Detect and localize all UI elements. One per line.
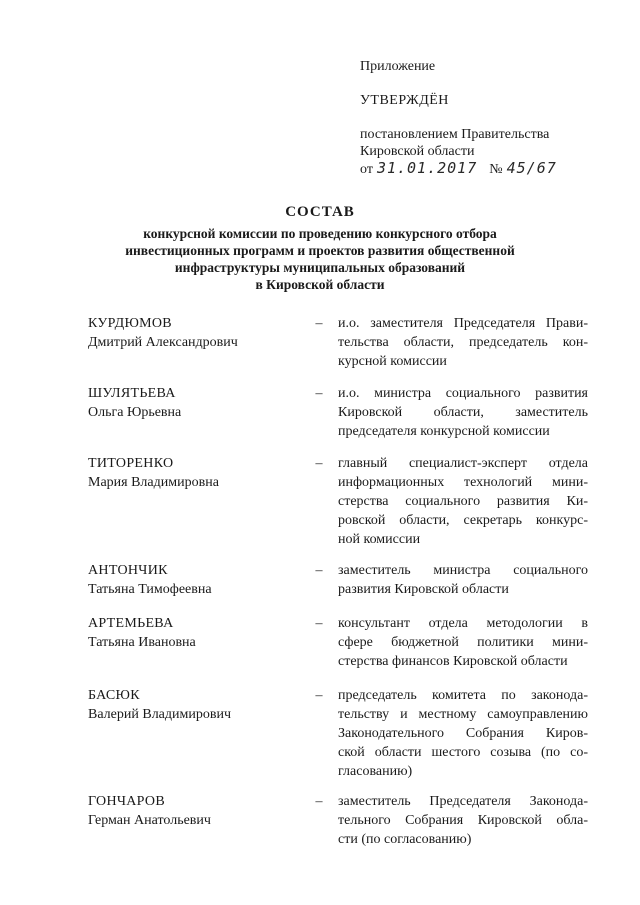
member-surname: ТИТОРЕНКО	[88, 456, 174, 471]
member-name	[88, 792, 308, 830]
handwritten-date: 31.01.2017	[376, 159, 478, 177]
role-line: и.о. заместителя Председателя Прави-	[338, 316, 588, 331]
member-name	[88, 454, 308, 492]
role-line: курсной комиссии	[338, 354, 447, 369]
member-role	[338, 614, 588, 671]
title-line: в Кировской области	[255, 277, 385, 292]
member-role	[338, 792, 588, 849]
member-surname: БАСЮК	[88, 688, 140, 703]
dash-separator: –	[315, 563, 323, 578]
title-main: СОСТАВ	[285, 204, 355, 220]
role-line: председатель комитета по законода-	[338, 688, 588, 703]
handwritten-number: 45/67	[506, 159, 557, 177]
dash-separator: –	[315, 386, 323, 401]
number-sign: №	[489, 162, 503, 177]
member-given-name: Герман Анатольевич	[88, 813, 211, 828]
member-surname: АРТЕМЬЕВА	[88, 616, 174, 631]
member-surname: КУРДЮМОВ	[88, 316, 172, 331]
role-line: ной комиссии	[338, 532, 421, 547]
title-line: инвестиционных программ и проектов развития общественной	[125, 243, 515, 258]
member-given-name: Татьяна Тимофеевна	[88, 582, 212, 597]
role-line: заместитель министра социального	[338, 563, 588, 578]
role-line: развития Кировской области	[338, 582, 509, 597]
member-surname: ГОНЧАРОВ	[88, 794, 165, 809]
date-number-line	[360, 160, 600, 178]
dash-separator: –	[315, 794, 323, 809]
member-name	[88, 614, 308, 652]
role-line: Законодательного Собрания Киров-	[338, 726, 588, 741]
date-prefix: от	[360, 162, 373, 177]
role-line: тельного Собрания Кировской обла-	[338, 813, 588, 828]
role-line: стерства финансов Кировской области	[338, 654, 568, 669]
role-line: консультант отдела методологии в	[338, 616, 588, 631]
member-name	[88, 384, 308, 422]
member-role	[338, 686, 588, 781]
role-line: тельства области, председатель кон-	[338, 335, 588, 350]
member-given-name: Дмитрий Александрович	[88, 335, 238, 350]
member-name	[88, 686, 308, 724]
role-line: председателя конкурсной комиссии	[338, 424, 550, 439]
member-role	[338, 314, 588, 371]
role-line: главный специалист-эксперт отдела	[338, 456, 588, 471]
member-name	[88, 561, 308, 599]
member-name	[88, 314, 308, 352]
role-line: ской области шестого созыва (по со-	[338, 745, 588, 760]
approval-block	[360, 58, 600, 178]
dash-separator: –	[315, 456, 323, 471]
member-role	[338, 454, 588, 549]
role-line: гласованию)	[338, 764, 413, 779]
dash-separator: –	[315, 688, 323, 703]
member-role	[338, 384, 588, 441]
appendix-label: Приложение	[360, 59, 436, 74]
title-line: инфраструктуры муниципальных образований	[174, 260, 466, 275]
member-given-name: Ольга Юрьевна	[88, 405, 182, 420]
dash-separator: –	[315, 316, 323, 331]
role-line: ровской области, секретарь конкурс-	[338, 513, 588, 528]
approved-by-line-1: постановлением Правительства	[360, 127, 550, 142]
member-surname: ШУЛЯТЬЕВА	[88, 386, 176, 401]
document-title	[100, 204, 540, 293]
role-line: стерства социального развития Ки-	[338, 494, 588, 509]
member-surname: АНТОНЧИК	[88, 563, 168, 578]
role-line: тельству и местному самоуправлению	[338, 707, 588, 722]
role-line: и.о. министра социального развития	[338, 386, 588, 401]
approved-by-line-2: Кировской области	[360, 144, 475, 159]
member-given-name: Мария Владимировна	[88, 475, 219, 490]
role-line: сти (по согласованию)	[338, 832, 472, 847]
title-subtitle	[100, 225, 540, 293]
approved-label: УТВЕРЖДЁН	[360, 93, 449, 108]
member-given-name: Валерий Владимирович	[88, 707, 232, 722]
dash-separator: –	[315, 616, 323, 631]
member-given-name: Татьяна Ивановна	[88, 635, 196, 650]
member-role	[338, 561, 588, 599]
role-line: Кировской области, заместитель	[338, 405, 588, 420]
title-line: конкурсной комиссии по проведению конкурсного отбора	[143, 226, 497, 241]
role-line: информационных технологий мини-	[338, 475, 588, 490]
role-line: сфере бюджетной политики мини-	[338, 635, 588, 650]
role-line: заместитель Председателя Законода-	[338, 794, 588, 809]
